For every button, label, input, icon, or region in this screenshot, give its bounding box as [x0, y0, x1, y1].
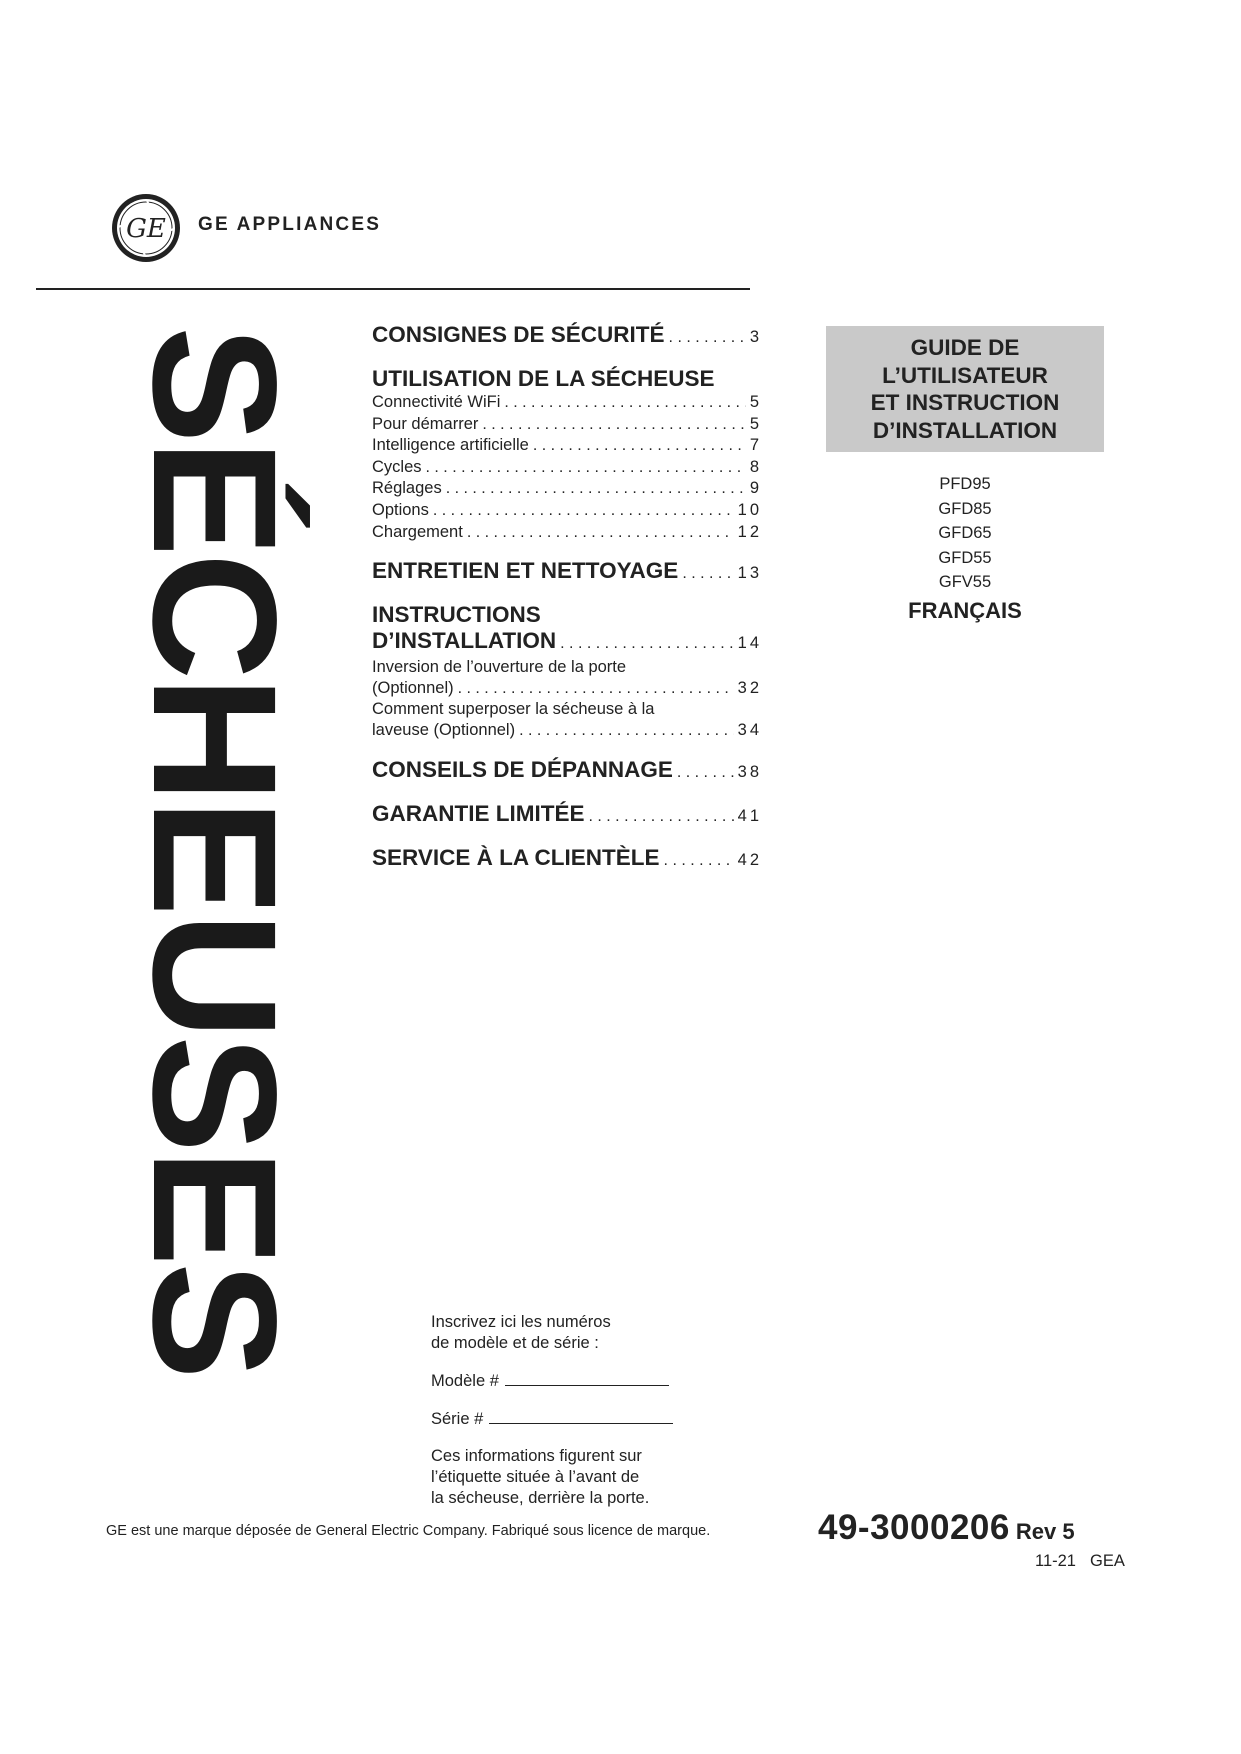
- registration-note-line: l’étiquette située à l’avant de: [431, 1468, 640, 1486]
- toc-label: Cycles: [372, 457, 422, 476]
- toc-leader: [433, 501, 734, 522]
- toc-page: 5: [749, 414, 762, 433]
- vertical-title: SÉCHEUSES: [116, 326, 312, 1376]
- toc-leader: [467, 523, 734, 544]
- toc-entry-troubleshooting[interactable]: [372, 757, 762, 786]
- toc-page: 5: [749, 393, 762, 411]
- toc-entry-service[interactable]: [372, 845, 762, 874]
- toc-label: SERVICE À LA CLIENTÈLE: [372, 844, 660, 870]
- revision: Rev 5: [1015, 1519, 1075, 1544]
- guide-title-box: [826, 326, 1104, 452]
- header-divider: [36, 288, 750, 290]
- serial-number-label: Série #: [431, 1410, 484, 1428]
- toc-stack-line1[interactable]: Comment superposer la sécheuse à la: [372, 700, 655, 719]
- toc-entry-care[interactable]: [372, 558, 762, 587]
- toc-leader: [664, 848, 734, 874]
- toc-label: GARANTIE LIMITÉE: [372, 800, 585, 826]
- toc-leader: [426, 458, 746, 479]
- document-id: 49-3000206: [818, 1508, 1010, 1547]
- toc-page: 34: [737, 720, 762, 739]
- registration-note-line: Ces informations figurent sur: [431, 1447, 642, 1465]
- toc-usage-item[interactable]: [372, 457, 762, 479]
- registration-block: [431, 1312, 751, 1509]
- toc-label: Options: [372, 500, 429, 519]
- toc-leader: [682, 561, 733, 587]
- toc-leader: [458, 679, 734, 700]
- toc-page: 32: [737, 678, 762, 697]
- toc-leader: [677, 760, 734, 786]
- toc-heading-usage[interactable]: UTILISATION DE LA SÉCHEUSE: [372, 366, 715, 391]
- toc-leader: [560, 631, 733, 657]
- model-number: GFD65: [938, 524, 992, 542]
- toc-page: 8: [749, 457, 762, 476]
- ge-logo-icon: [110, 192, 182, 264]
- toc-label: Connectivité WiFi: [372, 393, 501, 411]
- toc-usage-item[interactable]: [372, 522, 762, 544]
- toc-label: CONSEILS DE DÉPANNAGE: [372, 756, 673, 782]
- ge-logo-text: GE: [126, 214, 166, 244]
- toc-leader: [504, 393, 745, 414]
- registration-intro-line: de modèle et de série :: [431, 1334, 599, 1352]
- toc-page: 38: [737, 762, 762, 781]
- serial-number-field[interactable]: [431, 1409, 751, 1430]
- toc-label: CONSIGNES DE SÉCURITÉ: [372, 322, 665, 347]
- document-number: [818, 1508, 1075, 1548]
- model-number-blank[interactable]: [505, 1371, 669, 1386]
- model-number: GFD55: [938, 548, 992, 567]
- guide-title-line: ET INSTRUCTION: [870, 390, 1060, 415]
- model-number: GFD85: [938, 499, 992, 518]
- registration-intro-line: Inscrivez ici les numéros: [431, 1313, 611, 1331]
- toc-page: 41: [737, 806, 762, 825]
- toc-entry-safety[interactable]: [372, 322, 762, 351]
- toc-label: Intelligence artificielle: [372, 436, 529, 455]
- toc-leader: [519, 721, 734, 742]
- brand-name: GE APPLIANCES: [198, 214, 382, 235]
- toc-leader: [482, 415, 745, 436]
- toc-entry-stack[interactable]: [372, 720, 762, 742]
- toc-entry-door[interactable]: [372, 678, 762, 700]
- revision-date: 11-21: [1035, 1552, 1076, 1570]
- guide-title-line: GUIDE DE: [910, 335, 1020, 360]
- toc-usage-item[interactable]: [372, 500, 762, 522]
- registration-note-line: la sécheuse, derrière la porte.: [431, 1489, 650, 1507]
- model-number: GFV55: [938, 573, 992, 591]
- toc-page: 14: [737, 634, 762, 653]
- date-code: [1035, 1552, 1125, 1571]
- toc-page: 7: [749, 436, 762, 455]
- toc-label: ENTRETIEN ET NETTOYAGE: [372, 558, 679, 584]
- table-of-contents: [372, 322, 762, 874]
- language-label: FRANÇAIS: [908, 598, 1022, 623]
- toc-entry-warranty[interactable]: [372, 801, 762, 830]
- toc-page: 42: [737, 850, 762, 869]
- toc-entry-install[interactable]: [372, 628, 762, 657]
- serial-number-blank[interactable]: [489, 1409, 673, 1424]
- toc-label: D’INSTALLATION: [372, 628, 557, 654]
- toc-page: 3: [749, 328, 762, 346]
- toc-door-line1[interactable]: Inversion de l’ouverture de la porte: [372, 658, 627, 677]
- toc-page: 10: [737, 500, 762, 519]
- toc-heading-install-line1[interactable]: INSTRUCTIONS: [372, 602, 541, 628]
- toc-label: laveuse (Optionnel): [372, 720, 516, 739]
- toc-label: Réglages: [372, 479, 442, 498]
- model-number-label: Modèle #: [431, 1372, 499, 1390]
- model-number-field[interactable]: [431, 1371, 751, 1392]
- toc-page: 9: [749, 479, 762, 498]
- toc-page: 12: [737, 522, 762, 541]
- toc-usage-item[interactable]: [372, 435, 762, 457]
- toc-leader: [589, 804, 734, 830]
- model-number: PFD95: [939, 475, 991, 493]
- model-list: [826, 472, 1104, 595]
- guide-title-line: L’UTILISATEUR: [882, 362, 1048, 388]
- toc-usage-item[interactable]: [372, 414, 762, 436]
- toc-leader: [533, 436, 746, 457]
- toc-usage-item[interactable]: [372, 478, 762, 500]
- toc-page: 13: [737, 564, 762, 583]
- toc-usage-item[interactable]: [372, 392, 762, 414]
- toc-label: Pour démarrer: [372, 414, 479, 433]
- toc-label: (Optionnel): [372, 678, 454, 697]
- trademark-notice: GE est une marque déposée de General Electric Company. Fabriqué sous licence de marque.: [106, 1523, 711, 1539]
- toc-label: Chargement: [372, 522, 463, 541]
- company-code: GEA: [1089, 1552, 1125, 1570]
- toc-usage-list: [372, 392, 762, 543]
- toc-leader: [669, 325, 746, 351]
- toc-leader: [446, 479, 746, 500]
- guide-title-line: D’INSTALLATION: [872, 417, 1058, 443]
